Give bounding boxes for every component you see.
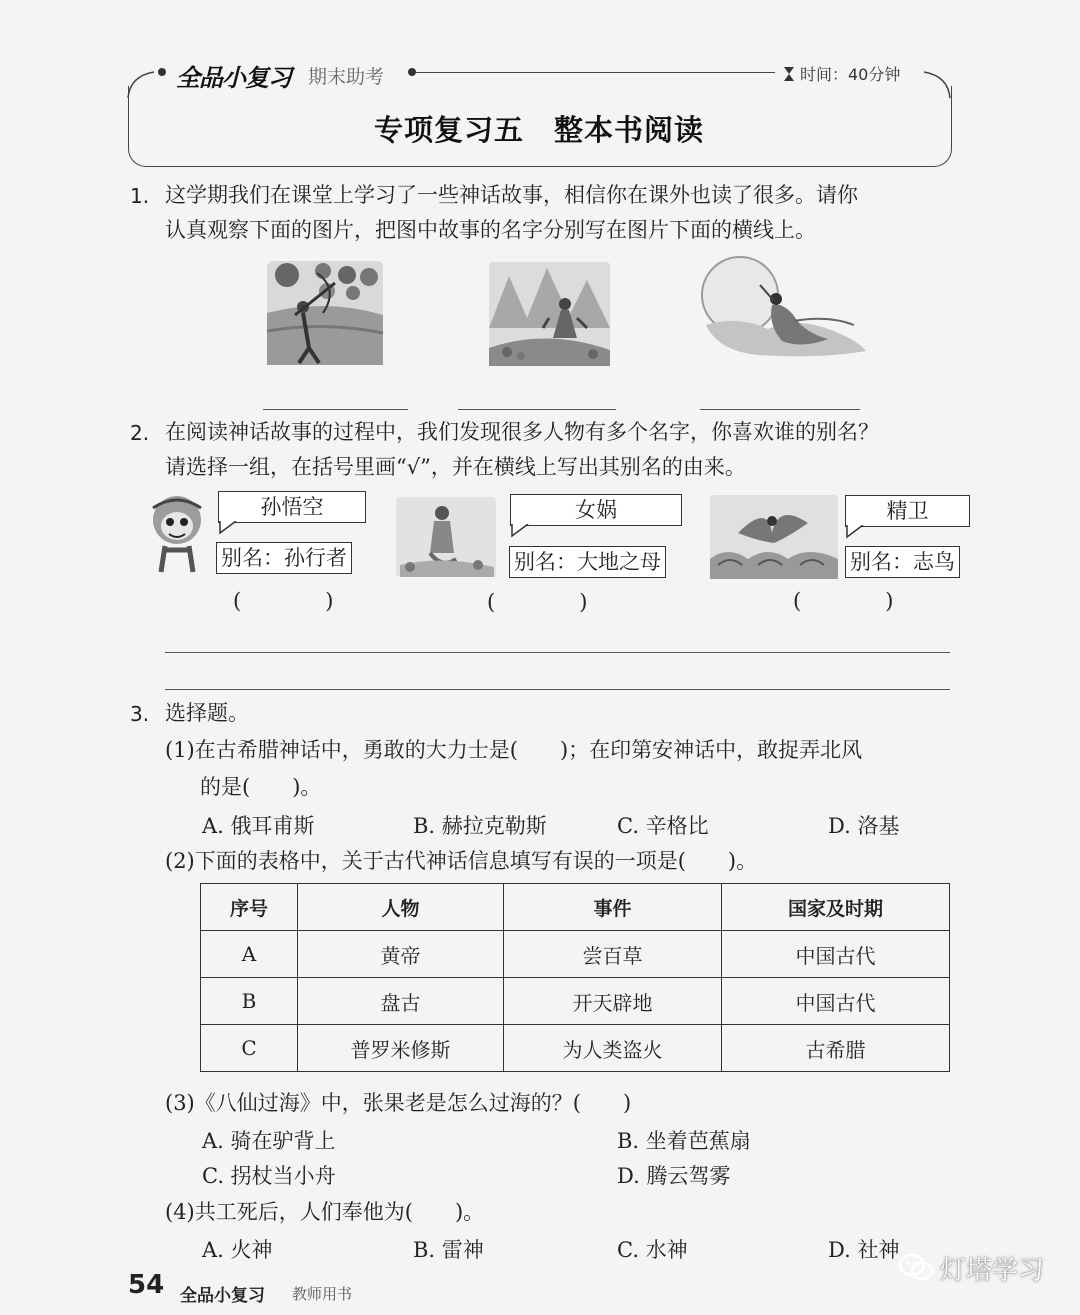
table-cell: 中国古代 xyxy=(722,978,950,1025)
col-header-event: 事件 xyxy=(504,884,722,931)
q3-number: 3. xyxy=(130,702,150,726)
alias-card-nuwa: 别名：大地之母 xyxy=(509,546,666,578)
table-row xyxy=(201,931,950,978)
writing-line-1[interactable] xyxy=(165,652,950,653)
q3-4-option-d[interactable]: D. 社神 xyxy=(828,1238,900,1262)
hourglass-icon xyxy=(783,66,795,82)
choice-paren-sun-wukong[interactable]: ( ) xyxy=(233,589,334,613)
q3-4-text: (4)共工死后，人们奉他为( )。 xyxy=(165,1200,485,1224)
choice-paren-jingwei[interactable]: ( ) xyxy=(793,589,894,613)
alias-card-sun-wukong: 别名：孙行者 xyxy=(216,542,352,574)
q3-4-option-a[interactable]: A. 火神 xyxy=(202,1238,273,1262)
table-cell: 黄帝 xyxy=(298,931,504,978)
q2-number: 2. xyxy=(130,421,150,445)
q3-3-option-a[interactable]: A. 骑在驴背上 xyxy=(202,1129,336,1153)
brand-subtitle: 期末助考 xyxy=(308,66,385,88)
q3-2-text: (2)下面的表格中，关于古代神话信息填写有误的一项是( )。 xyxy=(165,849,758,873)
q3-1-text-line1: (1)在古希腊神话中，勇敢的大力士是( )；在印第安神话中，敢捉弄北风 xyxy=(165,738,863,762)
answer-line-1[interactable] xyxy=(263,409,408,410)
choice-paren-nuwa[interactable]: ( ) xyxy=(487,590,588,614)
header-rule xyxy=(415,72,775,73)
jingwei-bird-illustration xyxy=(708,493,840,581)
frame-corner-right xyxy=(922,70,952,100)
mountain-figure-illustration xyxy=(487,258,612,368)
q3-3-option-d[interactable]: D. 腾云驾雾 xyxy=(617,1164,731,1188)
time-limit: 时间：40分钟 xyxy=(800,65,901,84)
footer-subtitle: 教师用书 xyxy=(292,1285,353,1303)
name-card-nuwa: 女娲 xyxy=(510,494,682,526)
q3-4-option-c[interactable]: C. 水神 xyxy=(617,1238,688,1262)
moon-flying-lady-illustration xyxy=(698,255,868,367)
q3-1-option-a[interactable]: A. 俄耳甫斯 xyxy=(202,814,315,838)
table-cell: 开天辟地 xyxy=(504,978,722,1025)
watermark-text: 灯塔学习 xyxy=(940,1256,1045,1286)
table-cell: B xyxy=(201,978,298,1025)
q3-3-option-c[interactable]: C. 拐杖当小舟 xyxy=(202,1164,336,1188)
monkey-king-illustration xyxy=(147,490,217,580)
table-cell: 尝百草 xyxy=(504,931,722,978)
col-header-number: 序号 xyxy=(201,884,298,931)
q3-1-option-b[interactable]: B. 赫拉克勒斯 xyxy=(413,814,547,838)
wechat-icon xyxy=(898,1252,934,1282)
table-cell: 盘古 xyxy=(298,978,504,1025)
table-header-row xyxy=(201,884,950,931)
table-cell: 古希腊 xyxy=(722,1025,950,1072)
bubble-tail xyxy=(510,524,532,538)
table-cell: A xyxy=(201,931,298,978)
brand-logo: 全品小复习 xyxy=(176,64,291,92)
alias-card-jingwei: 别名：志鸟 xyxy=(845,546,960,578)
table-row xyxy=(201,978,950,1025)
writing-line-2[interactable] xyxy=(165,689,950,690)
table-cell: C xyxy=(201,1025,298,1072)
myth-info-table xyxy=(200,883,950,1072)
q3-3-option-b[interactable]: B. 坐着芭蕉扇 xyxy=(617,1129,751,1153)
q2-text-line2: 请选择一组，在括号里画“√”，并在横线上写出其别名的由来。 xyxy=(165,455,746,479)
col-header-country-period: 国家及时期 xyxy=(722,884,950,931)
name-card-jingwei: 精卫 xyxy=(845,495,970,527)
q3-4-option-b[interactable]: B. 雷神 xyxy=(413,1238,484,1262)
table-row xyxy=(201,1025,950,1072)
q1-number: 1. xyxy=(130,184,150,208)
bubble-tail xyxy=(218,521,240,535)
nuwa-illustration xyxy=(394,495,498,580)
answer-line-2[interactable] xyxy=(458,409,616,410)
q3-1-option-d[interactable]: D. 洛基 xyxy=(828,814,900,838)
table-cell: 为人类盗火 xyxy=(504,1025,722,1072)
bubble-tail xyxy=(845,525,867,539)
name-card-sun-wukong: 孙悟空 xyxy=(218,491,366,523)
q3-heading: 选择题。 xyxy=(165,701,249,725)
page-title: 专项复习五 整本书阅读 xyxy=(373,113,704,147)
table-cell: 普罗米修斯 xyxy=(298,1025,504,1072)
col-header-person: 人物 xyxy=(298,884,504,931)
header-dot-left xyxy=(158,68,166,76)
answer-line-3[interactable] xyxy=(700,409,860,410)
page-number: 54 xyxy=(128,1270,165,1300)
q3-1-option-c[interactable]: C. 辛格比 xyxy=(617,814,709,838)
footer-brand: 全品小复习 xyxy=(180,1286,265,1306)
table-cell: 中国古代 xyxy=(722,931,950,978)
q3-1-text-line2: 的是( )。 xyxy=(200,775,322,799)
q2-text-line1: 在阅读神话故事的过程中，我们发现很多人物有多个名字，你喜欢谁的别名？ xyxy=(165,420,879,444)
frame-corner-left xyxy=(126,70,156,100)
q1-text-line1: 这学期我们在课堂上学习了一些神话故事，相信你在课外也读了很多。请你 xyxy=(165,183,858,207)
q3-3-text: (3)《八仙过海》中，张果老是怎么过海的？( ) xyxy=(165,1091,632,1115)
archer-shooting-suns-illustration xyxy=(265,253,385,368)
q1-text-line2: 认真观察下面的图片，把图中故事的名字分别写在图片下面的横线上。 xyxy=(165,218,816,242)
